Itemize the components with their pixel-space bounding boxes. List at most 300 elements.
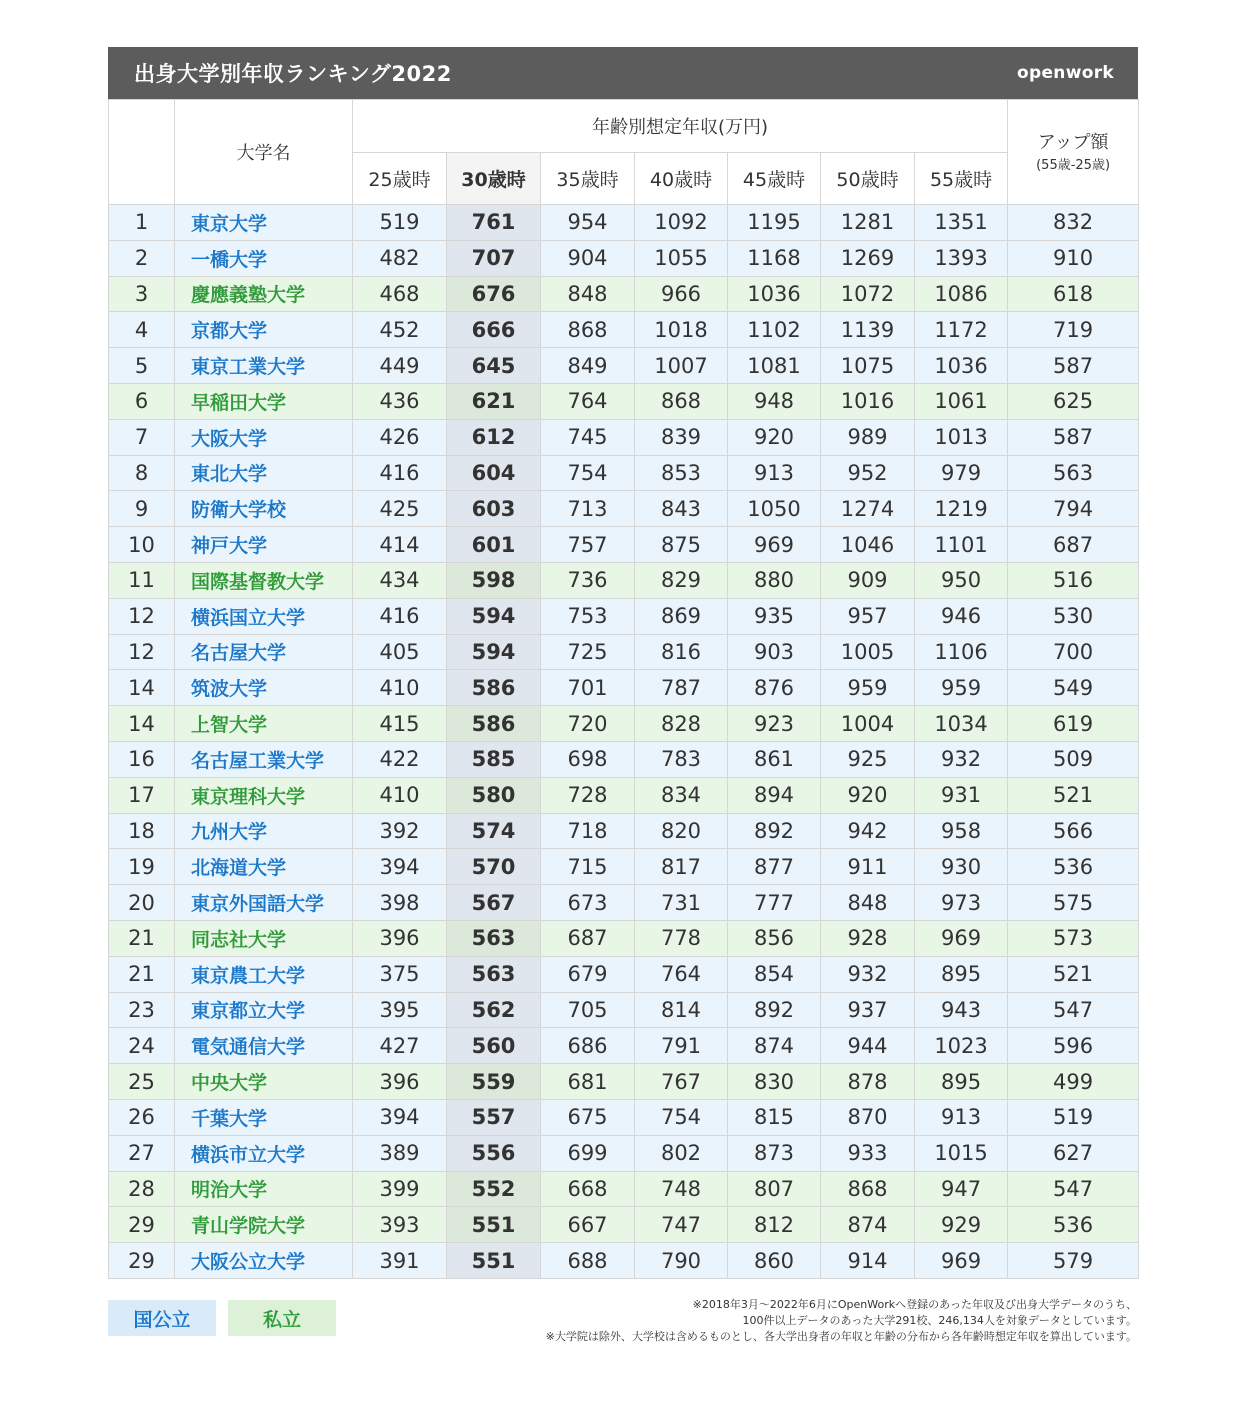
table-row: [109, 920, 1139, 956]
salary-30: 562: [447, 992, 541, 1028]
up-amount-cell: 625: [1008, 383, 1139, 419]
salary-40: 829: [635, 562, 728, 598]
table-row: [109, 383, 1139, 419]
salary-25: 394: [353, 849, 447, 885]
salary-30: 603: [447, 491, 541, 527]
salary-30: 604: [447, 455, 541, 491]
salary-45: 935: [728, 598, 821, 634]
up-amount-cell: 719: [1008, 312, 1139, 348]
table-row: [109, 276, 1139, 312]
salary-45: 892: [728, 992, 821, 1028]
table-row: [109, 205, 1139, 241]
up-amount-cell: 700: [1008, 634, 1139, 670]
ranking-frame: [108, 47, 1138, 1279]
salary-55: 895: [915, 1064, 1008, 1100]
salary-25: 389: [353, 1135, 447, 1171]
salary-35: 764: [541, 383, 635, 419]
salary-50: 1005: [821, 634, 915, 670]
table-row: [109, 706, 1139, 742]
salary-30: 556: [447, 1135, 541, 1171]
university-name: 大阪大学: [175, 419, 353, 455]
rank-cell: 11: [109, 562, 175, 598]
table-row: [109, 240, 1139, 276]
salary-25: 422: [353, 741, 447, 777]
university-name: 横浜市立大学: [175, 1135, 353, 1171]
up-amount-cell: 573: [1008, 920, 1139, 956]
salary-25: 391: [353, 1243, 447, 1279]
age-group-header: 年齢別想定年収(万円): [353, 100, 1008, 153]
salary-30: 707: [447, 240, 541, 276]
rank-cell: 17: [109, 777, 175, 813]
salary-55: 913: [915, 1099, 1008, 1135]
age-header-55: 55歳時: [915, 153, 1008, 205]
salary-40: 767: [635, 1064, 728, 1100]
footnote-line: 100件以上データのあった大学291校、246,134人を対象データとしています。: [742, 1314, 1137, 1327]
salary-40: 764: [635, 956, 728, 992]
legend: [108, 1300, 336, 1336]
rank-cell: 10: [109, 527, 175, 563]
up-amount-cell: 549: [1008, 670, 1139, 706]
up-amount-cell: 832: [1008, 205, 1139, 241]
salary-30: 563: [447, 956, 541, 992]
salary-40: 802: [635, 1135, 728, 1171]
salary-30: 570: [447, 849, 541, 885]
salary-45: 920: [728, 419, 821, 455]
up-amount-cell: 587: [1008, 419, 1139, 455]
salary-50: 933: [821, 1135, 915, 1171]
rank-cell: 24: [109, 1028, 175, 1064]
salary-25: 425: [353, 491, 447, 527]
university-name: 東京大学: [175, 205, 353, 241]
university-name: 電気通信大学: [175, 1028, 353, 1064]
salary-45: 815: [728, 1099, 821, 1135]
university-name: 九州大学: [175, 813, 353, 849]
salary-30: 621: [447, 383, 541, 419]
salary-50: 848: [821, 885, 915, 921]
salary-35: 688: [541, 1243, 635, 1279]
table-row: [109, 992, 1139, 1028]
salary-50: 874: [821, 1207, 915, 1243]
university-name: 防衛大学校: [175, 491, 353, 527]
salary-35: 753: [541, 598, 635, 634]
salary-55: 969: [915, 1243, 1008, 1279]
salary-50: 878: [821, 1064, 915, 1100]
university-name: 北海道大学: [175, 849, 353, 885]
up-amount-cell: 521: [1008, 777, 1139, 813]
salary-35: 679: [541, 956, 635, 992]
age-header-25: 25歳時: [353, 153, 447, 205]
salary-25: 396: [353, 1064, 447, 1100]
university-name: 東京都立大学: [175, 992, 353, 1028]
salary-45: 1081: [728, 348, 821, 384]
salary-55: 1036: [915, 348, 1008, 384]
up-amount-cell: 687: [1008, 527, 1139, 563]
salary-45: 807: [728, 1171, 821, 1207]
salary-25: 436: [353, 383, 447, 419]
salary-55: 929: [915, 1207, 1008, 1243]
salary-30: 551: [447, 1243, 541, 1279]
salary-40: 843: [635, 491, 728, 527]
salary-55: 1172: [915, 312, 1008, 348]
rank-cell: 14: [109, 670, 175, 706]
rank-cell: 27: [109, 1135, 175, 1171]
table-row: [109, 1064, 1139, 1100]
salary-45: 1036: [728, 276, 821, 312]
salary-30: 567: [447, 885, 541, 921]
footnotes: [546, 1297, 1137, 1345]
table-row: [109, 885, 1139, 921]
salary-30: 666: [447, 312, 541, 348]
legend-private: 私立: [228, 1300, 336, 1336]
salary-30: 560: [447, 1028, 541, 1064]
salary-35: 675: [541, 1099, 635, 1135]
salary-30: 574: [447, 813, 541, 849]
salary-55: 1101: [915, 527, 1008, 563]
salary-40: 778: [635, 920, 728, 956]
table-row: [109, 1135, 1139, 1171]
salary-50: 928: [821, 920, 915, 956]
age-header-45: 45歳時: [728, 153, 821, 205]
salary-30: 551: [447, 1207, 541, 1243]
university-name: 千葉大学: [175, 1099, 353, 1135]
university-name: 東京農工大学: [175, 956, 353, 992]
salary-30: 580: [447, 777, 541, 813]
table-row: [109, 562, 1139, 598]
salary-25: 375: [353, 956, 447, 992]
salary-30: 586: [447, 706, 541, 742]
salary-35: 667: [541, 1207, 635, 1243]
salary-55: 1015: [915, 1135, 1008, 1171]
table-row: [109, 1099, 1139, 1135]
up-amount-cell: 587: [1008, 348, 1139, 384]
salary-45: 1102: [728, 312, 821, 348]
up-amount-cell: 516: [1008, 562, 1139, 598]
rank-cell: 16: [109, 741, 175, 777]
salary-50: 909: [821, 562, 915, 598]
up-amount-cell: 563: [1008, 455, 1139, 491]
salary-30: 586: [447, 670, 541, 706]
salary-55: 1351: [915, 205, 1008, 241]
salary-35: 849: [541, 348, 635, 384]
salary-35: 698: [541, 741, 635, 777]
table-row: [109, 491, 1139, 527]
salary-55: 1034: [915, 706, 1008, 742]
salary-25: 468: [353, 276, 447, 312]
salary-55: 959: [915, 670, 1008, 706]
up-amount-cell: 536: [1008, 849, 1139, 885]
up-amount-cell: 619: [1008, 706, 1139, 742]
university-name: 神戸大学: [175, 527, 353, 563]
salary-55: 979: [915, 455, 1008, 491]
salary-50: 1004: [821, 706, 915, 742]
age-header-30: 30歳時: [447, 153, 541, 205]
rank-cell: 6: [109, 383, 175, 419]
salary-45: 874: [728, 1028, 821, 1064]
salary-45: 860: [728, 1243, 821, 1279]
salary-30: 557: [447, 1099, 541, 1135]
salary-50: 1139: [821, 312, 915, 348]
salary-45: 830: [728, 1064, 821, 1100]
salary-50: 1072: [821, 276, 915, 312]
salary-30: 676: [447, 276, 541, 312]
salary-35: 701: [541, 670, 635, 706]
rank-cell: 19: [109, 849, 175, 885]
rank-cell: 12: [109, 598, 175, 634]
salary-35: 681: [541, 1064, 635, 1100]
salary-25: 415: [353, 706, 447, 742]
salary-25: 394: [353, 1099, 447, 1135]
university-name: 明治大学: [175, 1171, 353, 1207]
rank-cell: 26: [109, 1099, 175, 1135]
salary-40: 731: [635, 885, 728, 921]
salary-25: 434: [353, 562, 447, 598]
rank-cell: 20: [109, 885, 175, 921]
university-name: 東京理科大学: [175, 777, 353, 813]
rank-cell: 29: [109, 1243, 175, 1279]
salary-40: 834: [635, 777, 728, 813]
salary-40: 1092: [635, 205, 728, 241]
table-row: [109, 670, 1139, 706]
salary-50: 870: [821, 1099, 915, 1135]
salary-25: 519: [353, 205, 447, 241]
salary-45: 948: [728, 383, 821, 419]
salary-40: 1018: [635, 312, 728, 348]
salary-30: 761: [447, 205, 541, 241]
salary-45: 880: [728, 562, 821, 598]
salary-50: 925: [821, 741, 915, 777]
salary-55: 1393: [915, 240, 1008, 276]
salary-35: 754: [541, 455, 635, 491]
salary-30: 601: [447, 527, 541, 563]
page-title: 出身大学別年収ランキング2022: [134, 62, 452, 86]
rank-cell: 9: [109, 491, 175, 527]
salary-45: 894: [728, 777, 821, 813]
rank-cell: 29: [109, 1207, 175, 1243]
university-name: 上智大学: [175, 706, 353, 742]
salary-45: 854: [728, 956, 821, 992]
salary-55: 1023: [915, 1028, 1008, 1064]
salary-45: 877: [728, 849, 821, 885]
salary-40: 791: [635, 1028, 728, 1064]
salary-35: 699: [541, 1135, 635, 1171]
salary-50: 937: [821, 992, 915, 1028]
salary-45: 903: [728, 634, 821, 670]
up-amount-cell: 575: [1008, 885, 1139, 921]
salary-50: 1075: [821, 348, 915, 384]
table-row: [109, 598, 1139, 634]
up-amount-sublabel: (55歳-25歳): [1036, 158, 1111, 173]
salary-25: 396: [353, 920, 447, 956]
salary-40: 783: [635, 741, 728, 777]
salary-25: 414: [353, 527, 447, 563]
university-name: 東北大学: [175, 455, 353, 491]
brand-logo: openwork: [1017, 63, 1114, 83]
salary-25: 449: [353, 348, 447, 384]
salary-50: 1016: [821, 383, 915, 419]
salary-55: 932: [915, 741, 1008, 777]
salary-50: 959: [821, 670, 915, 706]
salary-40: 787: [635, 670, 728, 706]
university-name: 大阪公立大学: [175, 1243, 353, 1279]
up-amount-label: アップ額: [1037, 132, 1109, 153]
salary-45: 892: [728, 813, 821, 849]
salary-50: 932: [821, 956, 915, 992]
salary-30: 645: [447, 348, 541, 384]
salary-40: 754: [635, 1099, 728, 1135]
salary-25: 395: [353, 992, 447, 1028]
salary-55: 943: [915, 992, 1008, 1028]
salary-50: 868: [821, 1171, 915, 1207]
rank-cell: 4: [109, 312, 175, 348]
rank-cell: 8: [109, 455, 175, 491]
up-amount-cell: 618: [1008, 276, 1139, 312]
up-amount-cell: 547: [1008, 1171, 1139, 1207]
table-row: [109, 1171, 1139, 1207]
legend-public: 国公立: [108, 1300, 216, 1336]
university-name: 横浜国立大学: [175, 598, 353, 634]
salary-55: 1086: [915, 276, 1008, 312]
age-header-50: 50歳時: [821, 153, 915, 205]
salary-25: 452: [353, 312, 447, 348]
salary-55: 1106: [915, 634, 1008, 670]
salary-25: 482: [353, 240, 447, 276]
rank-cell: 21: [109, 956, 175, 992]
salary-55: 1013: [915, 419, 1008, 455]
salary-50: 1269: [821, 240, 915, 276]
table-row: [109, 527, 1139, 563]
salary-40: 875: [635, 527, 728, 563]
salary-35: 673: [541, 885, 635, 921]
salary-25: 405: [353, 634, 447, 670]
footnote-line: ※2018年3月〜2022年6月にOpenWorkへ登録のあった年収及び出身大学データのうち、: [692, 1298, 1137, 1311]
university-name: 筑波大学: [175, 670, 353, 706]
salary-45: 812: [728, 1207, 821, 1243]
table-row: [109, 777, 1139, 813]
salary-50: 957: [821, 598, 915, 634]
salary-45: 876: [728, 670, 821, 706]
salary-55: 895: [915, 956, 1008, 992]
up-amount-cell: 579: [1008, 1243, 1139, 1279]
table-row: [109, 634, 1139, 670]
table-row: [109, 813, 1139, 849]
up-amount-header: [1008, 100, 1139, 205]
up-amount-cell: 509: [1008, 741, 1139, 777]
salary-45: 777: [728, 885, 821, 921]
salary-30: 552: [447, 1171, 541, 1207]
university-header: 大学名: [175, 100, 353, 205]
table-row: [109, 348, 1139, 384]
table-row: [109, 849, 1139, 885]
salary-55: 1219: [915, 491, 1008, 527]
university-name: 同志社大学: [175, 920, 353, 956]
salary-35: 718: [541, 813, 635, 849]
salary-30: 559: [447, 1064, 541, 1100]
table-row: [109, 419, 1139, 455]
rank-cell: 28: [109, 1171, 175, 1207]
university-name: 青山学院大学: [175, 1207, 353, 1243]
salary-55: 930: [915, 849, 1008, 885]
salary-40: 820: [635, 813, 728, 849]
rank-cell: 3: [109, 276, 175, 312]
rank-cell: 2: [109, 240, 175, 276]
table-row: [109, 1207, 1139, 1243]
salary-55: 931: [915, 777, 1008, 813]
salary-45: 873: [728, 1135, 821, 1171]
salary-40: 814: [635, 992, 728, 1028]
footnote-line: ※大学院は除外、大学校は含めるものとし、各大学出身者の年収と年齢の分布から各年齢時想定年収を算出しています。: [545, 1330, 1137, 1343]
salary-50: 952: [821, 455, 915, 491]
salary-40: 816: [635, 634, 728, 670]
salary-35: 736: [541, 562, 635, 598]
salary-35: 687: [541, 920, 635, 956]
salary-40: 747: [635, 1207, 728, 1243]
salary-45: 861: [728, 741, 821, 777]
age-header-35: 35歳時: [541, 153, 635, 205]
salary-50: 1281: [821, 205, 915, 241]
salary-35: 745: [541, 419, 635, 455]
salary-55: 973: [915, 885, 1008, 921]
salary-55: 958: [915, 813, 1008, 849]
salary-45: 856: [728, 920, 821, 956]
salary-35: 868: [541, 312, 635, 348]
salary-50: 1274: [821, 491, 915, 527]
salary-45: 923: [728, 706, 821, 742]
rank-header: [109, 100, 175, 205]
age-header-40: 40歳時: [635, 153, 728, 205]
university-name: 東京外国語大学: [175, 885, 353, 921]
salary-40: 853: [635, 455, 728, 491]
salary-35: 705: [541, 992, 635, 1028]
rank-cell: 7: [109, 419, 175, 455]
salary-50: 942: [821, 813, 915, 849]
salary-25: 410: [353, 777, 447, 813]
salary-55: 950: [915, 562, 1008, 598]
salary-50: 1046: [821, 527, 915, 563]
up-amount-cell: 547: [1008, 992, 1139, 1028]
up-amount-cell: 499: [1008, 1064, 1139, 1100]
table-row: [109, 956, 1139, 992]
salary-25: 398: [353, 885, 447, 921]
salary-25: 392: [353, 813, 447, 849]
rank-cell: 14: [109, 706, 175, 742]
university-name: 慶應義塾大学: [175, 276, 353, 312]
salary-30: 585: [447, 741, 541, 777]
salary-45: 1168: [728, 240, 821, 276]
up-amount-cell: 794: [1008, 491, 1139, 527]
salary-35: 728: [541, 777, 635, 813]
salary-40: 839: [635, 419, 728, 455]
salary-35: 720: [541, 706, 635, 742]
salary-25: 410: [353, 670, 447, 706]
salary-25: 399: [353, 1171, 447, 1207]
university-name: 京都大学: [175, 312, 353, 348]
up-amount-cell: 566: [1008, 813, 1139, 849]
salary-55: 1061: [915, 383, 1008, 419]
up-amount-cell: 910: [1008, 240, 1139, 276]
university-name: 名古屋大学: [175, 634, 353, 670]
rank-cell: 25: [109, 1064, 175, 1100]
up-amount-cell: 536: [1008, 1207, 1139, 1243]
salary-35: 757: [541, 527, 635, 563]
salary-45: 969: [728, 527, 821, 563]
salary-50: 944: [821, 1028, 915, 1064]
salary-30: 563: [447, 920, 541, 956]
salary-45: 1195: [728, 205, 821, 241]
ranking-table: [108, 99, 1139, 1279]
salary-40: 790: [635, 1243, 728, 1279]
salary-40: 1007: [635, 348, 728, 384]
rank-cell: 12: [109, 634, 175, 670]
